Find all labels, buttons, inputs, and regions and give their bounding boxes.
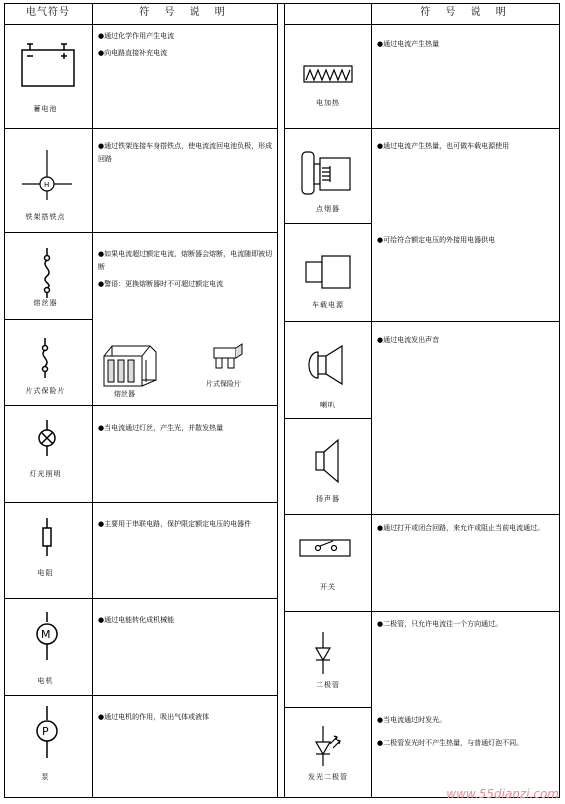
desc-ground-point (98, 140, 274, 170)
desc-switch (377, 522, 555, 539)
power-outlet-icon (306, 256, 350, 288)
horn-icon (309, 346, 342, 384)
desc-line: ●主要用于串联电路，保护限定额定电压的电器件 (98, 520, 252, 528)
desc-line: ●当电流通过时发光。 (377, 716, 447, 724)
name-switch: 开关 (320, 583, 336, 591)
lamp-icon (39, 420, 55, 456)
name-lamp: 灯光照明 (29, 470, 62, 478)
desc-line: ●如果电流超过额定电流，熔断器会熔断，电流随即被切断 (98, 250, 273, 271)
resistor-icon (43, 518, 51, 556)
desc-line: ●二极管，只允许电流往一个方向通过。 (377, 620, 503, 628)
svg-text:P: P (42, 725, 49, 738)
desc-diode (377, 618, 557, 635)
desc-resistor (98, 518, 274, 535)
desc-heater (377, 38, 557, 55)
fuse-icon (45, 248, 50, 298)
motor-icon (37, 612, 57, 660)
desc-line: ●通过电流产生热量，也可做车载电源使用 (377, 142, 510, 150)
cigar-lighter-icon (302, 152, 350, 194)
svg-text:H: H (44, 181, 50, 189)
desc-line: ●通过电流产生热量 (377, 40, 440, 48)
name-pump: 泵 (41, 773, 50, 781)
switch-icon (300, 540, 350, 556)
header-symbol: 电气符号 (26, 7, 70, 18)
name-battery: 蓄电池 (33, 105, 58, 113)
blade-fuse-icon (43, 338, 48, 378)
desc-line: ●当电流通过灯丝，产生光，并散发热量 (98, 424, 224, 432)
svg-text:M: M (41, 628, 51, 641)
fig-label-fuse-block: 熔丝器 (114, 390, 135, 398)
diode-icon (316, 632, 330, 674)
name-led: 发光二极管 (308, 773, 348, 781)
blade-fuse-picture (214, 344, 242, 368)
led-icon (316, 726, 340, 766)
desc-line: ●向电路直接补充电流 (98, 49, 168, 57)
name-horn: 喇叭 (320, 401, 336, 409)
name-blade-fuse: 片式保险片 (25, 387, 66, 395)
header-description-left: 符 号 说 明 (139, 7, 231, 18)
fuse-block-picture (104, 346, 156, 386)
desc-pump (98, 711, 274, 728)
heater-icon (304, 66, 352, 82)
name-ground-point: 铁架搭铁点 (25, 213, 66, 221)
desc-line: ●警语：更换熔断器时不可超过额定电流 (98, 280, 224, 288)
watermark: www.55dianzi.com (446, 787, 559, 801)
desc-line: ●可给符合额定电压的外接用电器供电 (377, 236, 496, 244)
header-description-right: 符 号 说 明 (420, 7, 512, 18)
fig-label-blade-fuse: 片式保险片 (206, 380, 241, 388)
pump-icon (37, 706, 57, 758)
ground-point-icon (22, 150, 72, 200)
desc-power-outlet (377, 234, 557, 251)
speaker-icon (316, 440, 338, 482)
desc-battery (98, 30, 274, 64)
name-power-outlet: 车载电源 (312, 301, 344, 309)
battery-icon (22, 44, 74, 86)
name-fuse: 熔丝器 (33, 299, 58, 307)
desc-line: ●二极管发光时不产生热量，与普通灯泡不同。 (377, 739, 524, 747)
desc-line: ●通过电流发出声音 (377, 336, 440, 344)
desc-motor (98, 614, 274, 631)
desc-fuse (98, 248, 274, 295)
desc-lamp (98, 422, 274, 439)
desc-cigar-lighter (377, 140, 557, 157)
desc-led (377, 714, 557, 754)
desc-horn (377, 334, 557, 351)
name-diode: 二极管 (316, 681, 340, 689)
desc-line: ●通过电机的作用，吸出气体或液体 (98, 713, 210, 721)
desc-line: ●通过打开或闭合回路，来允许或阻止当前电流通过。 (377, 524, 545, 532)
name-resistor: 电阻 (37, 569, 54, 577)
name-motor: 电机 (37, 677, 54, 685)
name-heater: 电加热 (316, 99, 340, 107)
name-cigar-lighter: 点烟器 (316, 205, 340, 213)
desc-line: ●通过铁架连接车身搭铁点，使电流流回电池负极，形成回路 (98, 142, 273, 163)
name-speaker: 扬声器 (316, 495, 340, 503)
desc-line: ●通过化学作用产生电流 (98, 32, 175, 40)
desc-line: ●通过电能转化成机械能 (98, 616, 175, 624)
